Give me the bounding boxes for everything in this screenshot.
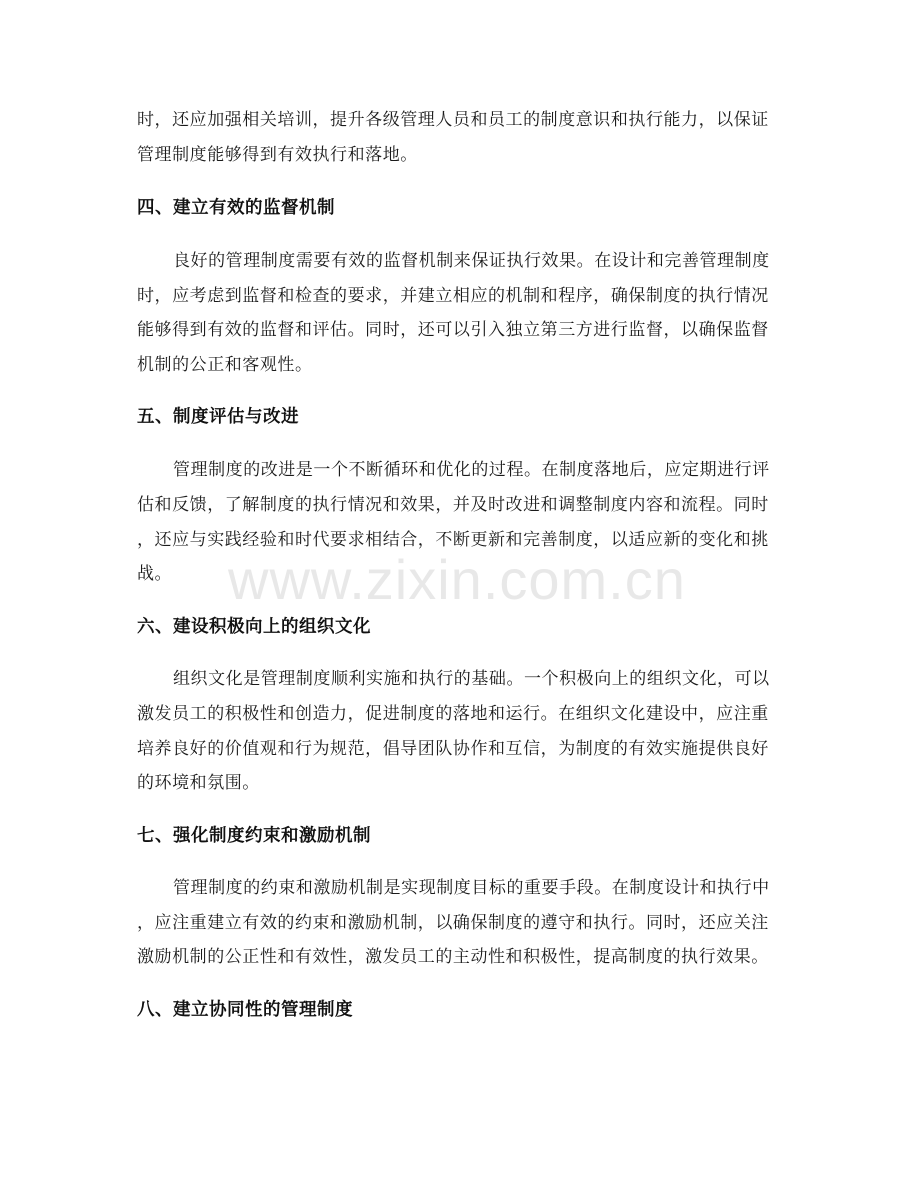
section-heading: 六、建设积极向上的组织文化 xyxy=(137,617,371,637)
paragraph-line: ，还应与实践经验和时代要求相结合，不断更新和完善制度，以适应新的变化和挑 xyxy=(137,530,769,550)
paragraph-line: 战。 xyxy=(137,564,173,584)
paragraph-line: 时，还应加强相关培训，提升各级管理人员和员工的制度意识和执行能力，以保证 xyxy=(137,110,769,130)
paragraph-line: 良好的管理制度需要有效的监督机制来保证执行效果。在设计和完善管理制度 xyxy=(173,251,770,271)
watermark: www.zixin.com.cn xyxy=(228,548,686,611)
paragraph-line: 培养良好的价值观和行为规范，倡导团队协作和互信，为制度的有效实施提供良好 xyxy=(137,739,769,759)
paragraph-line: 激励机制的公正性和有效性，激发员工的主动性和积极性，提高制度的执行效果。 xyxy=(137,947,769,967)
section-heading: 七、强化制度约束和激励机制 xyxy=(137,826,371,846)
paragraph-line: 机制的公正和客观性。 xyxy=(137,355,313,375)
paragraph-line: 的环境和氛围。 xyxy=(137,773,260,793)
paragraph-line: 能够得到有效的监督和评估。同时，还可以引入独立第三方进行监督，以确保监督 xyxy=(137,320,769,340)
section-heading: 五、制度评估与改进 xyxy=(137,407,299,427)
section-heading: 八、建立协同性的管理制度 xyxy=(137,1000,353,1020)
section-heading: 四、建立有效的监督机制 xyxy=(137,198,335,218)
paragraph-line: 管理制度的约束和激励机制是实现制度目标的重要手段。在制度设计和执行中 xyxy=(173,878,770,898)
paragraph-line: 管理制度能够得到有效执行和落地。 xyxy=(137,145,418,165)
paragraph-line: 管理制度的改进是一个不断循环和优化的过程。在制度落地后，应定期进行评 xyxy=(173,460,770,480)
paragraph-line: ，应注重建立有效的约束和激励机制，以确保制度的遵守和执行。同时，还应关注 xyxy=(137,913,769,933)
paragraph-line: 时，应考虑到监督和检查的要求，并建立相应的机制和程序，确保制度的执行情况 xyxy=(137,286,769,306)
paragraph-line: 估和反馈，了解制度的执行情况和效果，并及时改进和调整制度内容和流程。同时 xyxy=(137,495,769,515)
paragraph-line: 组织文化是管理制度顺利实施和执行的基础。一个积极向上的组织文化，可以 xyxy=(173,669,770,689)
paragraph-line: 激发员工的积极性和创造力，促进制度的落地和运行。在组织文化建设中，应注重 xyxy=(137,704,769,724)
